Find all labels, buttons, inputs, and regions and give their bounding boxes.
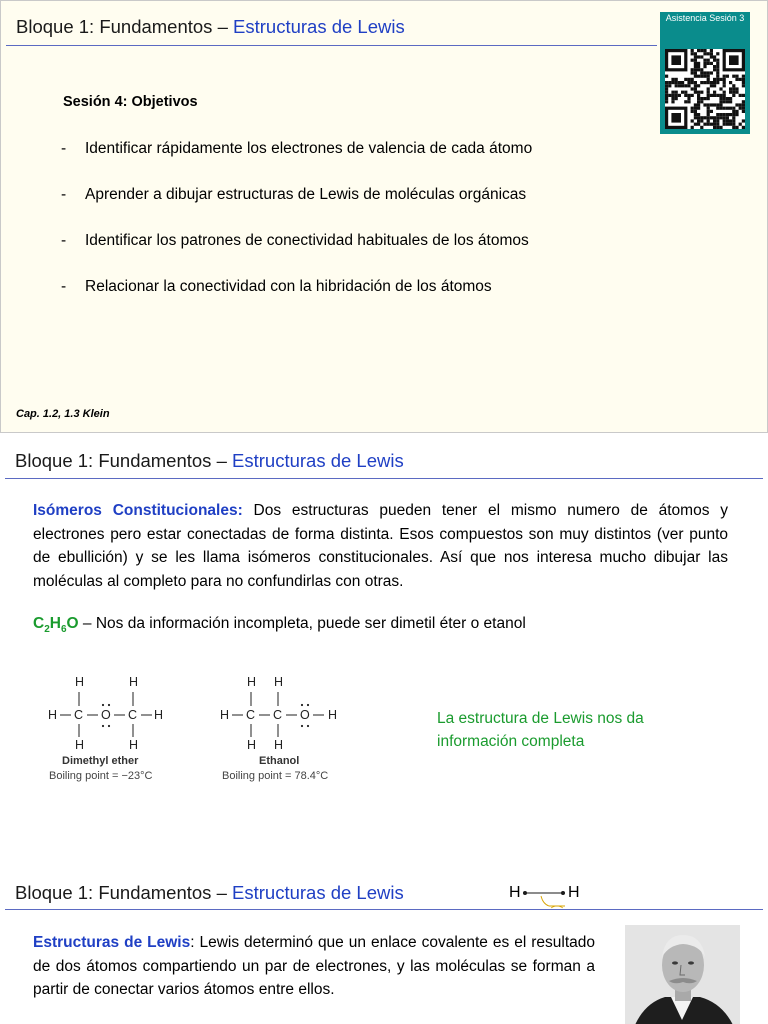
bullet-marker: - xyxy=(61,140,67,157)
objective-text: Identificar los patrones de conectividad habituales de los átomos xyxy=(85,232,529,249)
bond-sketch-icon xyxy=(505,884,585,918)
dimethyl-ether-boiling: Boiling point = −23°C xyxy=(49,770,153,782)
qr-label: Asistencia Sesión 3 xyxy=(665,13,745,23)
title-prefix: Bloque 1: Fundamentos – xyxy=(15,882,227,903)
title-divider xyxy=(5,478,763,479)
formula-c2h6o: $C_2H_6O$ xyxy=(33,615,79,636)
bullet-marker: - xyxy=(61,278,67,295)
lewis-info-note: La estructura de Lewis nos da información completa xyxy=(437,710,644,750)
title-divider xyxy=(5,909,763,910)
molecule-name: Ethanol xyxy=(259,755,300,767)
title-divider xyxy=(6,45,657,46)
title-prefix: Bloque 1: Fundamentos – xyxy=(15,450,227,471)
slide-title xyxy=(15,882,404,904)
bullet-marker: - xyxy=(61,232,67,249)
molecular-formula xyxy=(33,615,526,635)
title-prefix: Bloque 1: Fundamentos – xyxy=(16,16,228,37)
bullet-marker: - xyxy=(61,186,67,203)
ethanol-bonds xyxy=(212,675,362,755)
textbook-reference: Cap. 1.2, 1.3 Klein xyxy=(16,408,110,420)
sketch-atom-right: H xyxy=(568,884,580,901)
isomers-text: Dos estructuras pueden tener el mismo numero de átomos y electrones pero estar conectadas de forma distinta. Esos compuestos son muy distintos (ver punto de ebullición) y se les llama isómeros constitucionales. Así que nos interesa mucho dibujar las moléculas al completo para no confundirlas con otras. xyxy=(33,502,728,590)
sketch-atom-left: H xyxy=(509,884,521,901)
objective-item xyxy=(61,186,526,204)
portrait-icon xyxy=(625,925,740,1024)
formula-explanation: – Nos da información incompleta, puede ser dimetil éter o etanol xyxy=(82,615,526,632)
slide-title xyxy=(16,16,405,38)
molecule-name: Dimethyl ether xyxy=(62,755,139,767)
slide-constitutional-isomers xyxy=(0,435,768,843)
qr-code-icon[interactable] xyxy=(665,49,745,129)
lewis-text: : Lewis determinó que un enlace covalente es el resultado de dos átomos compartiendo un par de electrones, y las moléculas se forman a partir de conectar varios átomos entre ellos. xyxy=(33,934,595,998)
lewis-paragraph xyxy=(33,931,595,1002)
ethanol-caption xyxy=(259,755,299,767)
objectives-title: Sesión 4: Objetivos xyxy=(63,94,198,110)
objective-text: Aprender a dibujar estructuras de Lewis de moléculas orgánicas xyxy=(85,186,527,203)
slide-objectives xyxy=(0,0,768,433)
lewis-term: Estructuras de Lewis xyxy=(33,934,191,951)
ethanol-boiling: Boiling point = 78.4°C xyxy=(222,770,329,782)
lewis-portrait xyxy=(625,925,740,1024)
dimethyl-ether-structure: H H H C O C H H H xyxy=(40,675,180,755)
objective-text: Identificar rápidamente los electrones de valencia de cada átomo xyxy=(85,140,533,157)
slide-lewis-structures xyxy=(0,866,768,1024)
attendance-qr-panel[interactable] xyxy=(660,12,750,134)
objective-item xyxy=(61,140,532,158)
ethanol-structure: H H H C C O H H H xyxy=(212,675,362,755)
objective-item xyxy=(61,278,492,296)
isomers-paragraph xyxy=(33,499,728,593)
dimethyl-ether-caption xyxy=(62,755,138,767)
title-accent: Estructuras de Lewis xyxy=(233,16,405,37)
objective-item xyxy=(61,232,529,250)
title-accent: Estructuras de Lewis xyxy=(232,450,404,471)
isomers-term: Isómeros Constitucionales: xyxy=(33,502,243,519)
title-accent: Estructuras de Lewis xyxy=(232,882,404,903)
objective-text: Relacionar la conectividad con la hibridación de los átomos xyxy=(85,278,492,295)
slide-title xyxy=(15,450,404,472)
